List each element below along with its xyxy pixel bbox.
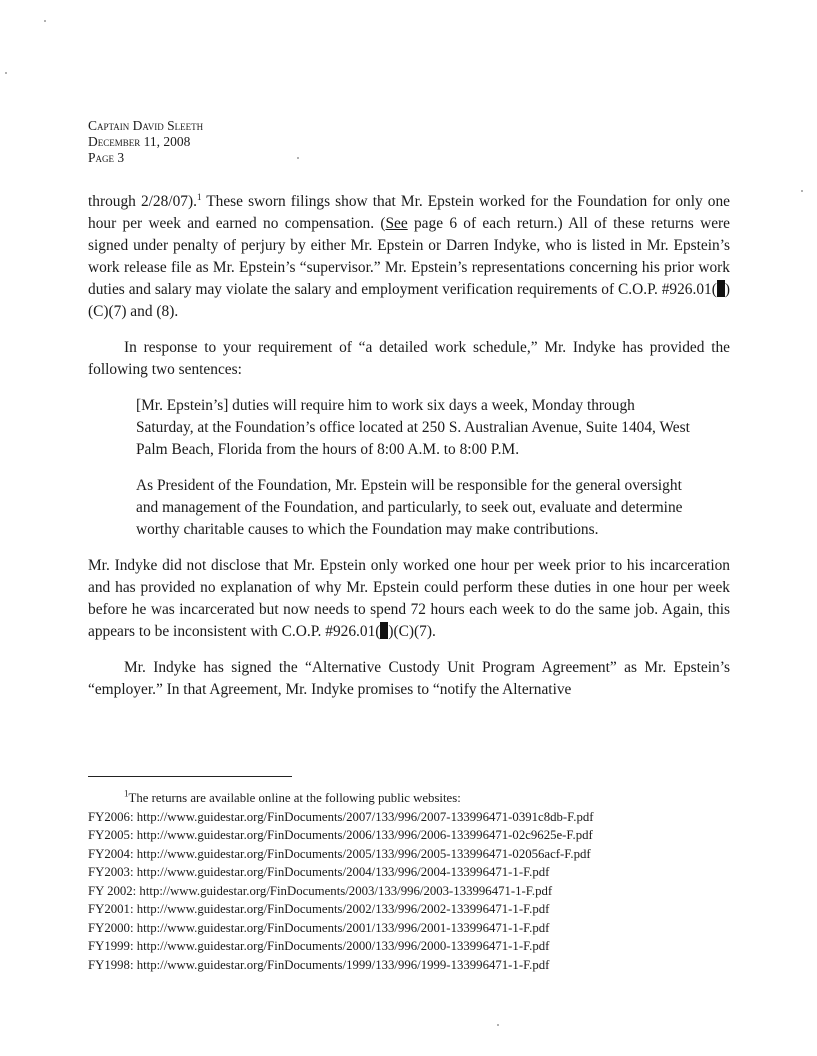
- footnote-intro: [88, 789, 748, 808]
- p1-text-d: )(C)(7) and (8).: [88, 281, 730, 320]
- p3-text-b: )(C)(7).: [388, 623, 436, 640]
- footnote-line: FY2005: http://www.guidestar.org/FinDocuments/2006/133/996/2006-133996471-02c9625e-F.pdf: [88, 828, 593, 842]
- paragraph-4: Mr. Indyke has signed the “Alternative Custody Unit Program Agreement” as Mr. Epstein’s “employer.” In that Agreement, Mr. Indyke promises to “notify the Alternative: [88, 659, 730, 698]
- block-quote-2: As President of the Foundation, Mr. Epstein will be responsible for the general oversight and management of the Foundation, and particularly, to seek out, evaluate and determine worthy charitable causes to which the Foundation may make contributions.: [136, 477, 683, 538]
- footnote-line: FY1998: http://www.guidestar.org/FinDocuments/1999/133/996/1999-133996471-1-F.pdf: [88, 957, 550, 972]
- scan-speck: [497, 1024, 499, 1026]
- letter-header: [88, 118, 203, 166]
- scan-speck: [5, 72, 7, 74]
- footnote-line: FY2006: http://www.guidestar.org/FinDocuments/2007/133/996/2007-133996471-0391c8db-F.pdf: [88, 809, 594, 824]
- footnote-marker: 1: [124, 788, 129, 799]
- p1-text-c: page 6 of each return.) All of these returns were signed under penalty of perjury by either Mr. Epstein or Darren Indyke, who is listed in Mr. Epstein’s work release file as Mr. Epstein’s “supervisor.” Mr. Epstein’s representations concerning his prior work duties and salary may violate the salary and employment verification requirements of C.O.P. #926.01(: [88, 215, 730, 298]
- redaction-mark: [717, 280, 725, 297]
- see-citation: See: [385, 215, 408, 232]
- letter-body: [88, 191, 730, 701]
- footnote-line: FY 2002: http://www.guidestar.org/FinDocuments/2003/133/996/2003-133996471-1-F.pdf: [88, 883, 553, 898]
- footnote-line: FY2000: http://www.guidestar.org/FinDocuments/2001/133/996/2001-133996471-1-F.pdf: [88, 920, 550, 935]
- footnote-line: FY1999: http://www.guidestar.org/FinDocuments/2000/133/996/2000-133996471-1-F.pdf: [88, 939, 550, 953]
- scan-speck: [801, 190, 803, 192]
- footnote-ref: 1: [196, 191, 202, 202]
- p1-text-b: These sworn filings show that Mr. Epstein worked for the Foundation for only one hour per week and earned no compensation. (: [88, 193, 730, 232]
- page-number: Page 3: [88, 150, 125, 165]
- footnote-line: FY2003: http://www.guidestar.org/FinDocuments/2004/133/996/2004-133996471-1-F.pdf: [88, 865, 550, 879]
- paragraph-3: [88, 555, 730, 643]
- paragraph-1: [88, 191, 730, 323]
- footnote-divider: [88, 776, 292, 777]
- p3-text-a: Mr. Indyke did not disclose that Mr. Epstein only worked one hour per week prior to his incarceration and has provided no explanation of why Mr. Epstein could perform these duties in one hour per week before he was incarcerated but now needs to spend 72 hours each week to do the same job. Again, this appears to be inconsistent with C.O.P. #926.01(: [88, 557, 730, 640]
- footnote-intro-text: The returns are available online at the following public websites:: [128, 791, 461, 805]
- scan-speck: [44, 20, 46, 22]
- paragraph-2: In response to your requirement of “a detailed work schedule,” Mr. Indyke has provided the following two sentences:: [88, 339, 730, 378]
- block-quote-1: [Mr. Epstein’s] duties will require him to work six days a week, Monday through Saturday, at the Foundation’s office located at 250 S. Australian Avenue, Suite 1404, West Palm Beach, Florida from the hours of 8:00 A.M. to 8:00 P.M.: [136, 397, 690, 458]
- p1-text-a: through 2/28/07).: [88, 193, 197, 210]
- scan-speck: [297, 157, 299, 159]
- footnote-line: FY2004: http://www.guidestar.org/FinDocuments/2005/133/996/2005-133996471-02056acf-F.pdf: [88, 846, 591, 861]
- addressee: Captain David Sleeth: [88, 118, 204, 133]
- footnote-line: FY2001: http://www.guidestar.org/FinDocuments/2002/133/996/2002-133996471-1-F.pdf: [88, 902, 550, 916]
- letter-date: December 11, 2008: [88, 134, 191, 149]
- footnote-block: [88, 789, 748, 974]
